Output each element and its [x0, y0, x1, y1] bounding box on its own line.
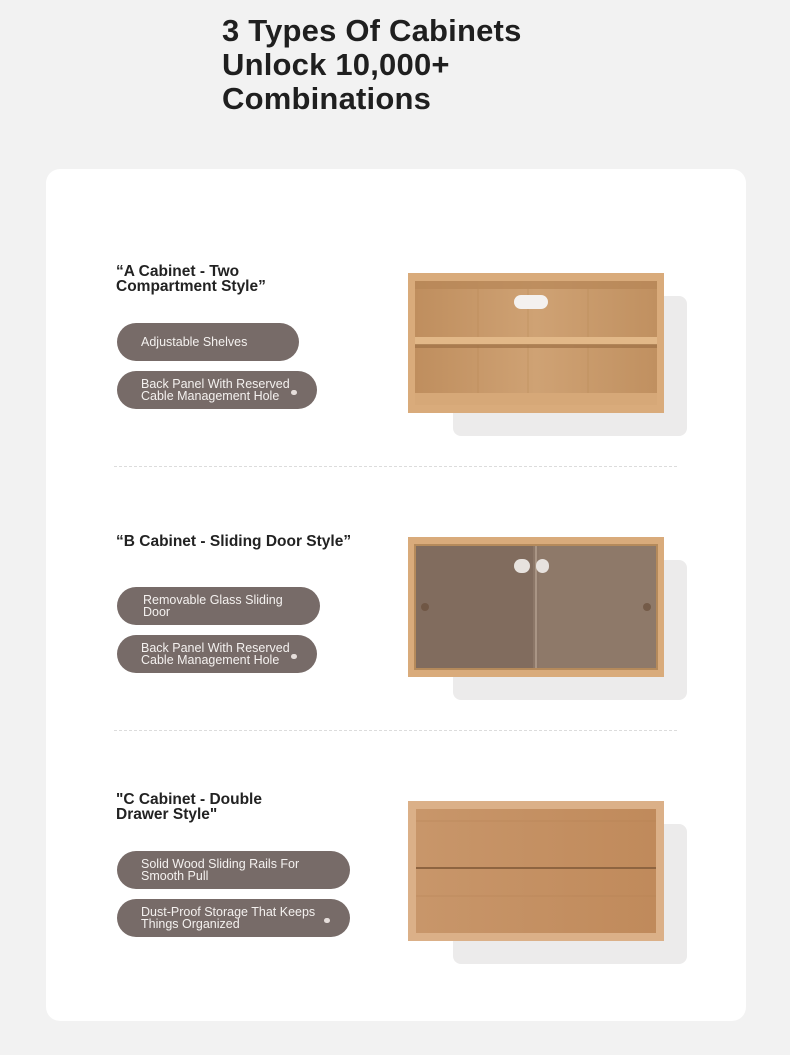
feature-label-line2: Cable Management Hole: [141, 653, 280, 667]
cabinet-b-section: [46, 433, 746, 683]
feature-dust-proof: [117, 899, 350, 937]
cabinet-c-image: [408, 801, 664, 941]
cabinet-a-title: [116, 264, 266, 294]
cabinet-a-title-line2: Compartment Style”: [116, 278, 266, 295]
title-line-1: 3 Types Of Cabinets: [222, 13, 522, 48]
cabinet-c-title: [116, 792, 262, 822]
dot-icon: [324, 918, 330, 923]
cabinet-b-title: [116, 534, 351, 549]
feature-label-line1: Solid Wood Sliding Rails For: [141, 857, 300, 871]
cable-hole-icon: [514, 295, 548, 309]
cabinet-b-title-line1: “B Cabinet - Sliding Door Style”: [116, 533, 352, 550]
cabinet-a-section: [46, 169, 746, 419]
feature-cable-hole: [117, 635, 317, 673]
cabinet-c-section: [46, 697, 746, 947]
cabinet-a-image: [408, 273, 664, 413]
feature-adjustable-shelves: [117, 323, 299, 361]
dot-icon: [291, 390, 297, 395]
cabinet-b-image: [408, 537, 664, 677]
cabinet-a-title-line1: “A Cabinet - Two: [116, 263, 240, 280]
feature-label-line1: Back Panel With Reserved: [141, 641, 290, 655]
dot-icon: [291, 654, 297, 659]
door-handle-icon: [536, 559, 549, 573]
title-line-3: Combinations: [222, 81, 432, 116]
page-title: [222, 14, 582, 116]
feature-sliding-rails: [117, 851, 350, 889]
feature-label: Adjustable Shelves: [141, 335, 248, 349]
feature-label-line2: Things Organized: [141, 917, 240, 931]
cabinet-c-title-line2: Drawer Style": [116, 806, 218, 823]
door-handle-icon: [514, 559, 530, 573]
feature-glass-sliding-door: [117, 587, 320, 625]
cabinet-c-title-line1: "C Cabinet - Double: [116, 791, 262, 808]
title-line-2: Unlock 10,000+: [222, 47, 450, 82]
feature-label: Removable Glass Sliding Door: [143, 593, 283, 619]
feature-label-line2: Cable Management Hole: [141, 389, 280, 403]
cabinet-types-card: [46, 169, 746, 1021]
feature-label-line2: Smooth Pull: [141, 869, 209, 883]
feature-label-line1: Dust-Proof Storage That Keeps: [141, 905, 316, 919]
feature-label-line1: Back Panel With Reserved: [141, 377, 290, 391]
feature-cable-hole: [117, 371, 317, 409]
